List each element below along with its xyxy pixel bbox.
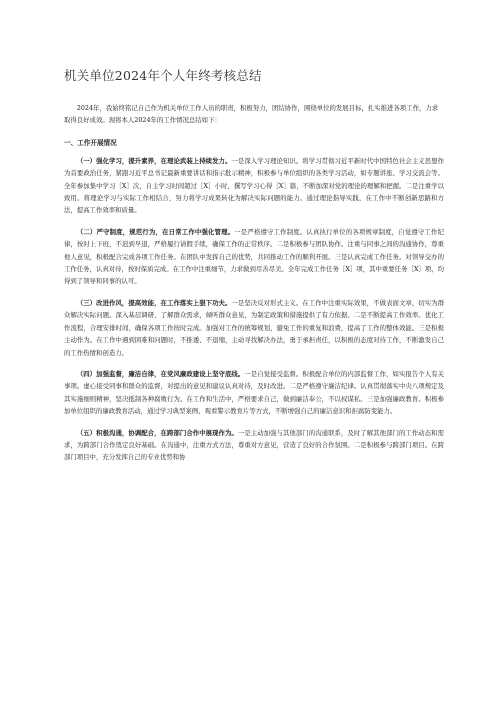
paragraph-study	[64, 155, 444, 217]
paragraph-lead: （一）强化学习，提升素养，在理论武装上持续发力。	[76, 156, 232, 165]
paragraph-lead: （四）加强监督，廉洁自律，在党风廉政建设上坚守底线。	[76, 369, 245, 378]
paragraph-integrity	[64, 368, 444, 418]
paragraph-body: 一是坚决反对形式主义。在工作中注重实际效果，不做表面文章，切实为群众解决实际问题。深入基层调研，了解群众需求，倾听群众意见，为制定政策和措施提供了有力依据。二是不断提高工作效率。优化工作流程，合理安排时间，确保各项工作按时完成。加强对工作的统筹规划，避免工作的重复和浪费，提高了工作的整体效能。三是积极主动作为。在工作中遇到困难和问题时，不推诿、不退缩，主动寻找解决办法，勇于承担责任，以积极的态度对待工作，不断激发自己的工作热情和创造力。	[64, 298, 445, 357]
paragraph-work-style	[64, 297, 444, 359]
section-heading-work: 一、工作开展情况	[64, 138, 117, 147]
document-title: 机关单位2024年个人年终考核总结	[64, 68, 262, 83]
paragraph-cooperation	[64, 427, 444, 464]
paragraph-lead: （五）积极沟通，协调配合，在跨部门合作中展现作为。	[76, 428, 238, 437]
paragraph-body: 一是自觉接受监督。积极配合单位的内部监督工作，如实报告个人有关事项。虚心接受同事和群众的监督，对提出的意见和建议认真对待，及时改进。二是严格遵守廉洁纪律。认真贯彻落实中央八项规定及其实施细则精神，坚决抵制各种腐败行为。在工作和生活中，严格要求自己，做到廉洁奉公，不以权谋私。三是加强廉政教育。积极参加单位组织的廉政教育活动，通过学习典型案例、观看警示教育片等方式，不断增强自己的廉洁意识和拒腐防变能力。	[64, 369, 445, 416]
paragraph-body: 一是严格遵守工作制度。认真执行单位的各项规章制度，自觉遵守工作纪律，按时上下班，不迟到早退，严格履行请假手续，确保工作的正常秩序。二是积极参与团队协作。注重与同事之间的沟通协作，尊重他人意见，积极配合完成各项工作任务。在团队中发挥自己的优势，共同推动工作的顺利开展。三是认真完成工作任务。对领导交办的工作任务，认真对待，按时保质完成。在工作中注重细节，力求做到尽善尽美。全年完成工作任务［X］项，其中重要任务［X］项，均得到了领导和同事的认可。	[64, 227, 445, 286]
paragraph-lead: （二）严守制度，规范行为，在日常工作中强化管理。	[76, 227, 235, 236]
paragraph-body: 一是深入学习理论知识。将学习贯彻习近平新时代中国特色社会主义思想作为首要政治任务，紧跟习近平总书记最新重要讲话和指示批示精神，积极参与单位组织的各类学习活动，如专题讲座、学习交流会等。全年参加集中学习［X］次，自主学习时间超过［X］小时，撰写学习心得［X］篇，不断加深对党的理论的理解和把握。二是注重学以致用。将理论学习与实际工作相结合，努力将学习成果转化为解决实际问题的能力。通过理论指导实践，在工作中不断创新思路和方法，提高工作效率和质量。	[64, 156, 445, 215]
intro-paragraph: 2024年，我始终铭记自己作为机关单位工作人员的职责，积极努力，团结协作，围绕单位的发展目标，扎实推进各项工作，力求取得良好成效。现将本人2024年的工作情况总结如下：	[64, 104, 439, 125]
paragraph-lead: （三）改进作风，提高效能，在工作落实上狠下功夫。	[76, 298, 232, 307]
paragraph-body: 一是主动加强与其他部门的沟通联系，及时了解其他部门的工作动态和需求，为跨部门合作奠定良好基础。在沟通中，注重方式方法，尊重对方意见，营造了良好的合作氛围。二是积极参与跨部门项目。在跨部门项目中，充分发挥自己的专业优势和协	[64, 428, 444, 462]
paragraph-discipline	[64, 226, 444, 288]
